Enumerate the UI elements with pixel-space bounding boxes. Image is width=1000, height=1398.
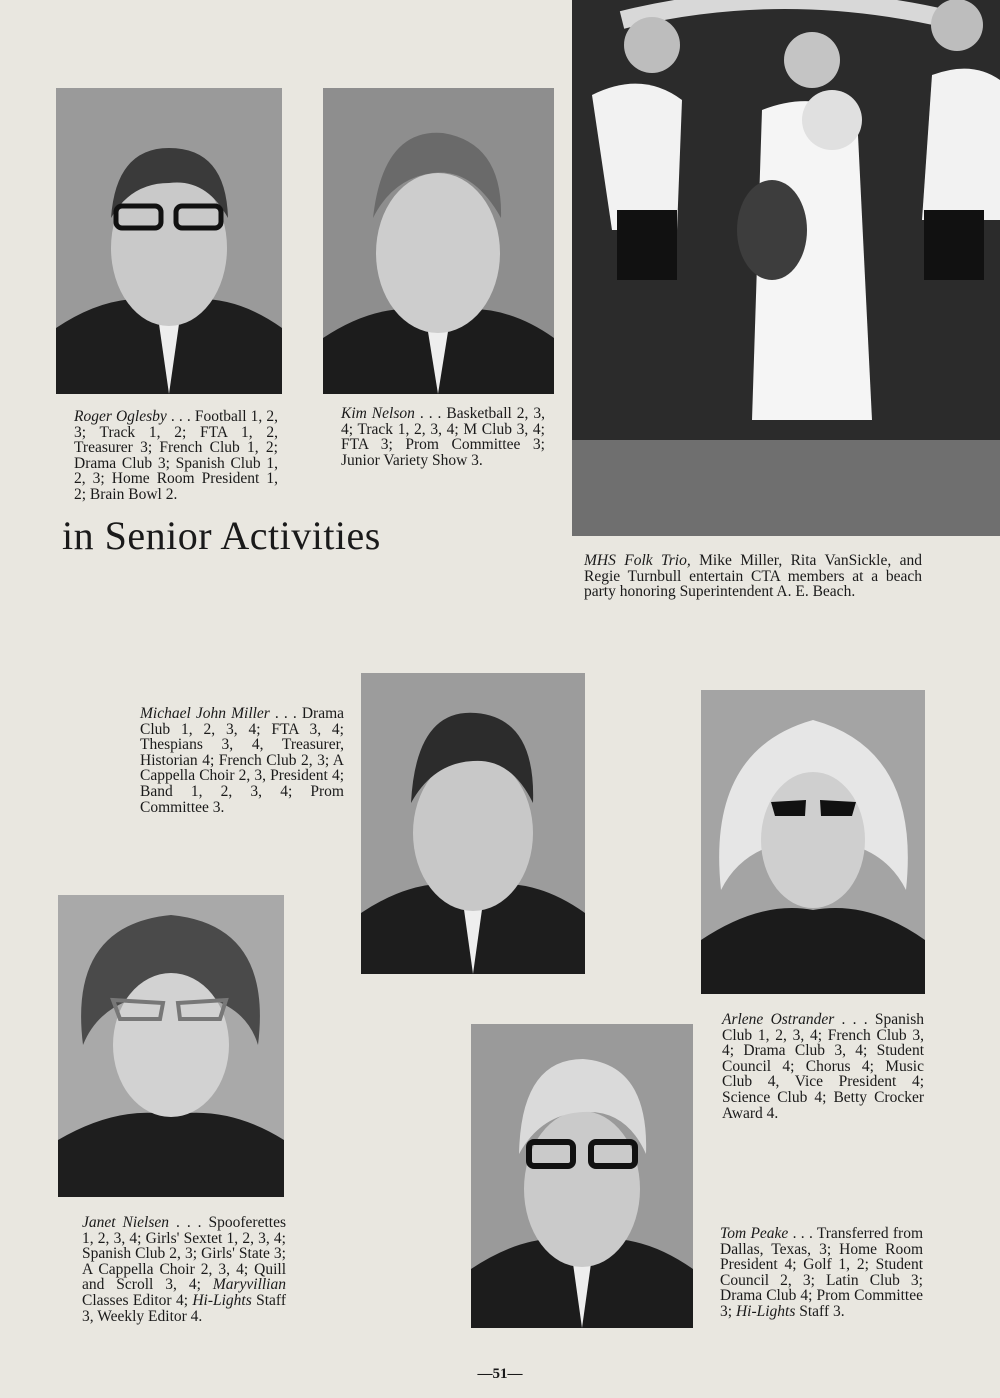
portrait-silhouette (323, 88, 554, 394)
portrait-silhouette (56, 88, 282, 394)
portrait-silhouette (471, 1024, 693, 1328)
student-name: Arlene Ostrander (722, 1011, 835, 1028)
photo-roger-oglesby (56, 88, 282, 394)
photo-folk-trio (572, 0, 1000, 536)
stage-scene (572, 0, 1000, 536)
portrait-silhouette (701, 690, 925, 994)
activities-text: . . . Drama Club 1, 2, 3, 4; FTA 3, 4; Thespians 3, 4, Treasurer, Historian 4; French Club 2, 3; A Cappella Choir 2, 3, President 4; Band 1, 2, 3, 4; Prom Committee 3. (140, 705, 345, 816)
activities-text: . . . Football 1, 2, 3; Track 1, 2; FTA 1, 2, Treasurer 3; French Club 1, 2; Drama Club 3; Spanish Club 1, 2, 3; Home Room President 1, 2; Brain Bowl 2. (74, 408, 279, 503)
photo-kim-nelson (323, 88, 554, 394)
photo-janet-nielsen (58, 895, 284, 1197)
caption-tom-peake (720, 1226, 923, 1320)
activities-text: . . . Basketball 2, 3, 4; Track 1, 2, 3, 4; M Club 3, 4; FTA 3; Prom Committee 3; Junior Variety Show 3. (341, 405, 545, 469)
portrait-silhouette (361, 673, 585, 974)
publication-name: Hi-Lights (192, 1291, 252, 1309)
activities-text: . . . Spooferettes 1, 2, 3, 4; Girls' Sextet 1, 2, 3, 4; Spanish Club 2, 3; Girls' State 3; A Cappella Choir 2, 3, 4; Quill and Scroll 3, 4; (82, 1214, 286, 1294)
photo-michael-john-miller (361, 673, 585, 974)
publication-name: Hi-Lights (735, 1302, 796, 1320)
caption-roger-oglesby (74, 409, 278, 503)
activities-text: Staff 3, Weekly Editor 4. (82, 1291, 286, 1325)
caption-text: Mike Miller, Rita VanSickle, and Regie Turnbull entertain CTA members at a beach party honoring Superintendent A. E. Beach. (584, 552, 922, 601)
activities-text: . . . Spanish Club 1, 2, 3, 4; French Club 3, 4; Drama Club 3, 4; Student Council 4; Chorus 4; Music Club 4, Vice President 4; Science Club 4; Betty Crocker Award 4. (722, 1011, 924, 1122)
photo-arlene-ostrander (701, 690, 925, 994)
activities-text: Staff 3. (795, 1302, 845, 1320)
caption-janet-nielsen (82, 1215, 286, 1324)
student-name: Kim Nelson (341, 405, 415, 422)
caption-kim-nelson (341, 406, 545, 468)
caption-folk-trio (584, 553, 922, 600)
student-name: Janet Nielsen (82, 1214, 170, 1231)
page-number: —51— (477, 1366, 523, 1382)
caption-michael-john-miller (140, 706, 344, 815)
activities-text: . . . Transferred from Dallas, Texas, 3; Home Room President 4; Golf 1, 2; Student Council 2, 3; Latin Club 3; Drama Club 4; Prom Committee 3; (720, 1225, 923, 1320)
section-heading: in Senior Activities (62, 513, 381, 558)
student-name: Michael John Miller (140, 705, 270, 722)
activities-text: Classes Editor 4; (82, 1291, 193, 1309)
student-name: Roger Oglesby (74, 408, 167, 425)
student-name: Tom Peake (720, 1225, 789, 1242)
photo-tom-peake (471, 1024, 693, 1328)
group-name: MHS Folk Trio, (584, 552, 691, 569)
portrait-silhouette (58, 895, 284, 1197)
publication-name: Maryvillian (212, 1276, 286, 1294)
caption-arlene-ostrander (722, 1012, 924, 1121)
